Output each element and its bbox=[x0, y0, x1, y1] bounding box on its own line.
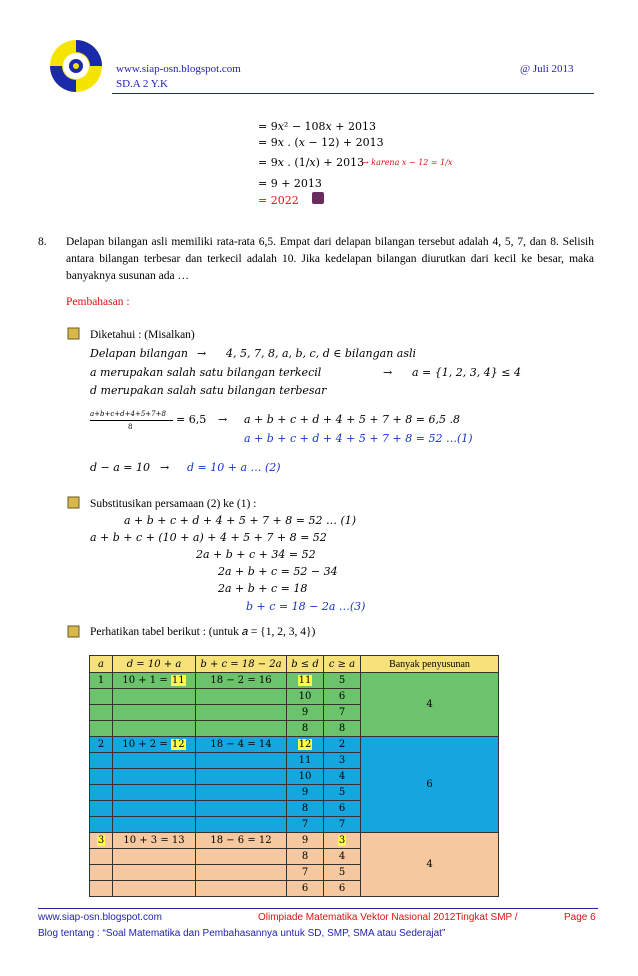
smiley-icon bbox=[312, 192, 324, 204]
footer-title: Olimpiade Matematika Vektor Nasional 2012Tingkat SMP / bbox=[258, 912, 518, 923]
site-logo bbox=[48, 38, 108, 96]
known-line2-label: 𝑎 merupakan salah satu bilangan terkecil bbox=[90, 366, 322, 379]
problem-number: 8. bbox=[38, 236, 47, 248]
table-intro: Perhatikan tabel berikut : (untuk 𝑎 = {1, 2, 3, 4}) bbox=[90, 626, 316, 638]
footer-site-link[interactable]: www.siap-osn.blogspot.com bbox=[38, 912, 162, 923]
bullet-icon bbox=[67, 496, 80, 509]
table-row: 8 6 bbox=[90, 801, 499, 817]
subst-line4: 2𝑎 + 𝑏 + 𝑐 = 52 − 34 bbox=[218, 565, 338, 578]
known-line3: 𝑑 merupakan salah satu bilangan terbesar bbox=[90, 384, 327, 397]
cell-count: 4 bbox=[361, 833, 499, 897]
cell-b: 9 bbox=[287, 833, 324, 849]
table-row bbox=[90, 737, 499, 753]
cell-b: 12 bbox=[287, 737, 324, 753]
known-title: Diketahui : (Misalkan) bbox=[90, 329, 195, 341]
equation-3: 𝑏 + 𝑐 = 18 − 2𝑎 …(3) bbox=[246, 600, 366, 613]
header-site-link[interactable]: www.siap-osn.blogspot.com bbox=[116, 63, 241, 75]
cell-a: 1 bbox=[90, 673, 113, 689]
fraction-bar bbox=[90, 420, 173, 421]
cell-c: 3 bbox=[324, 833, 361, 849]
cell-bc: 18 − 6 = 12 bbox=[196, 833, 287, 849]
step-4: = 9 + 2013 bbox=[258, 177, 322, 190]
table-row: 7 5 bbox=[90, 865, 499, 881]
known-line1-label: Delapan bilangan bbox=[90, 347, 188, 360]
header-count: Banyak penyusunan bbox=[361, 656, 499, 673]
subst-line1: 𝑎 + 𝑏 + 𝑐 + 𝑑 + 4 + 5 + 7 + 8 = 52 … (1) bbox=[124, 514, 357, 527]
cell-c: 5 bbox=[324, 673, 361, 689]
footer-divider bbox=[38, 908, 598, 909]
footer-blog: Blog tentang : “Soal Matematika dan Pembahasannya untuk SD, SMP, SMA atau Sederajat” bbox=[38, 928, 446, 939]
cell-bc: 18 − 2 = 16 bbox=[196, 673, 287, 689]
fraction-result: = 6,5 bbox=[176, 413, 207, 426]
bullet-icon bbox=[67, 625, 80, 638]
header-bc: 𝑏 + 𝑐 = 18 − 2𝑎 bbox=[196, 656, 287, 673]
step-note: → karena 𝑥 − 12 = 1/𝑥 bbox=[362, 158, 453, 167]
header-a: 𝑎 bbox=[90, 656, 113, 673]
subst-title: Substitusikan persamaan (2) ke (1) : bbox=[90, 498, 257, 510]
cell-a: 2 bbox=[90, 737, 113, 753]
header-date: @ Juli 2013 bbox=[520, 63, 574, 75]
table-row: 10 4 bbox=[90, 769, 499, 785]
equation-2: 𝑑 = 10 + 𝑎 … (2) bbox=[187, 461, 281, 474]
subst-line3: 2𝑎 + 𝑏 + 𝑐 + 34 = 52 bbox=[196, 548, 316, 561]
header-school: SD.A 2 Y.K bbox=[116, 78, 168, 90]
equation-1: 𝑎 + 𝑏 + 𝑐 + 𝑑 + 4 + 5 + 7 + 8 = 52 …(1) bbox=[244, 432, 473, 445]
header-c: 𝑐 ≥ 𝑎 bbox=[324, 656, 361, 673]
table-row: 6 6 bbox=[90, 881, 499, 897]
table-row: 9 5 bbox=[90, 785, 499, 801]
cell-a: 3 bbox=[90, 833, 113, 849]
cell-b: 11 bbox=[287, 673, 324, 689]
cell-bc: 18 − 4 = 14 bbox=[196, 737, 287, 753]
problem-text: Delapan bilangan asli memiliki rata-rata 6,5. Empat dari delapan bilangan tersebut adalah 4, 5, 7, dan 8. Selisih antara bilangan terbesar dan terkecil adalah 10. Jika kedelapan bilangan diurutkan dari kecil ke besar, maka banyaknya susunan ada … bbox=[66, 236, 594, 282]
step-1: = 9𝑥² − 108𝑥 + 2013 bbox=[258, 120, 376, 133]
table-header-row bbox=[90, 656, 499, 673]
cell-count: 6 bbox=[361, 737, 499, 833]
cell-d: 10 + 3 = 13 bbox=[113, 833, 196, 849]
cell-d: 10 + 2 = 12 bbox=[113, 737, 196, 753]
table-row bbox=[90, 833, 499, 849]
footer-page: Page 6 bbox=[564, 912, 596, 923]
header-b: 𝑏 ≤ 𝑑 bbox=[287, 656, 324, 673]
fraction-arrow: → bbox=[218, 413, 228, 426]
table-row: 9 7 bbox=[90, 705, 499, 721]
difference-arrow: → bbox=[160, 461, 170, 474]
header-divider bbox=[112, 93, 594, 94]
fraction-denominator: 8 bbox=[128, 423, 133, 431]
known-line1-value: 4, 5, 7, 8, 𝑎, 𝑏, 𝑐, 𝑑 ∈ bilangan asli bbox=[226, 347, 417, 360]
step-5-result: = 2022 bbox=[258, 194, 299, 207]
known-line2-value: 𝑎 = {1, 2, 3, 4} ≤ 4 bbox=[412, 366, 521, 379]
solution-label: Pembahasan : bbox=[66, 296, 130, 308]
cell-d: 10 + 1 = 11 bbox=[113, 673, 196, 689]
table-row: 10 6 bbox=[90, 689, 499, 705]
subst-line2: 𝑎 + 𝑏 + 𝑐 + (10 + 𝑎) + 4 + 5 + 7 + 8 = 52 bbox=[90, 531, 327, 544]
bullet-icon bbox=[67, 327, 80, 340]
table-row: 7 7 bbox=[90, 817, 499, 833]
arrangement-table bbox=[89, 655, 499, 897]
table-row: 8 8 bbox=[90, 721, 499, 737]
table-row bbox=[90, 673, 499, 689]
table-row: 11 3 bbox=[90, 753, 499, 769]
equation-a: 𝑎 + 𝑏 + 𝑐 + 𝑑 + 4 + 5 + 7 + 8 = 6,5 .8 bbox=[244, 413, 460, 426]
known-line2-arrow: → bbox=[383, 366, 393, 379]
fraction-numerator: 𝑎+𝑏+𝑐+𝑑+4+5+7+8 bbox=[90, 410, 166, 418]
step-3: = 9𝑥 . (1/𝑥) + 2013 bbox=[258, 156, 365, 169]
subst-line5: 2𝑎 + 𝑏 + 𝑐 = 18 bbox=[218, 582, 308, 595]
known-line1-arrow: → bbox=[197, 347, 207, 360]
step-2: = 9𝑥 . (𝑥 − 12) + 2013 bbox=[258, 136, 384, 149]
cell-c: 2 bbox=[324, 737, 361, 753]
cell-count: 4 bbox=[361, 673, 499, 737]
table-row: 8 4 bbox=[90, 849, 499, 865]
difference-eq: 𝑑 − 𝑎 = 10 bbox=[90, 461, 151, 474]
header-d: 𝑑 = 10 + 𝑎 bbox=[113, 656, 196, 673]
